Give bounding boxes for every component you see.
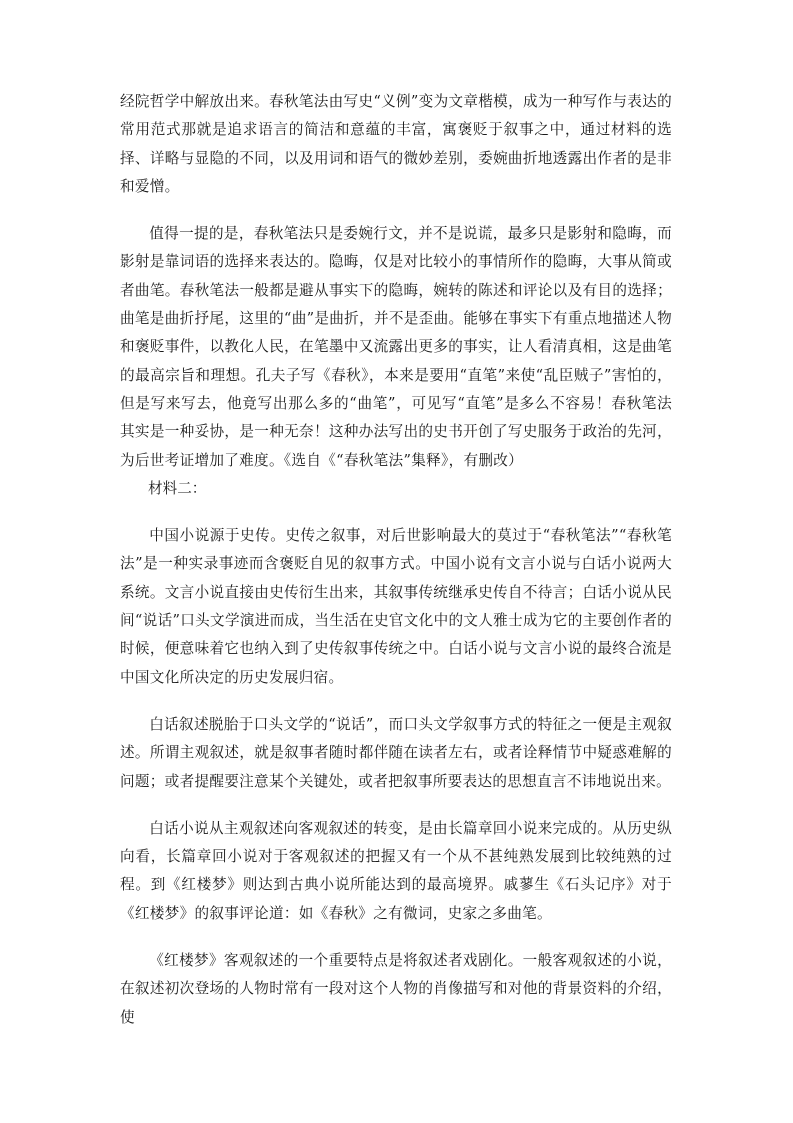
paragraph-honglou-meng: 《红楼梦》客观叙述的一个重要特点是将叙述者戏剧化。一般客观叙述的小说，在叙述初次登场的人物时常有一段对这个人物的肖像描写和对他的背景资料的介绍，使 [120, 952, 672, 1026]
paragraph-continuation: 经院哲学中解放出来。春秋笔法由写史“义例”变为文章楷模，成为一种写作与表达的常用范式那就是追求语言的简洁和意蕴的丰富，寓褒贬于叙事之中，通过材料的选择、详略与显隐的不同，以及用词和语气的微妙差别，委婉曲折地透露出作者的是非和爱憎。 [120, 93, 672, 195]
paragraph-objective-narration: 白话小说从主观叙述向客观叙述的转变，是由长篇章回小说来完成的。从历史纵向看，长篇章回小说对于客观叙述的把握又有一个从不甚纯熟发展到比较纯熟的过程。到《红楼梦》则达到古典小说所能达到的最高境界。戚蓼生《石头记序》对于《红楼梦》的叙事评论道：如《春秋》之有微词，史家之多曲笔。 [120, 819, 672, 922]
section-label-material-two: 材料二： [148, 479, 207, 497]
document-page [120, 88, 672, 1032]
paragraph-subjective-narration: 白话叙述脱胎于口头文学的“说话”，而口头文学叙事方式的特征之一便是主观叙述。所谓主观叙述，就是叙事者随时都伴随在读者左右，或者诠释情节中疑惑难解的问题；或者提醒要注意某个关键处，或者把叙事所要表达的思想直言不讳地说出来。 [120, 715, 672, 790]
paragraph-chunqiu-biji: 值得一提的是，春秋笔法只是委婉行文，并不是说谎，最多只是影射和隐晦，而影射是靠词语的选择来表达的。隐晦，仅是对比较小的事情所作的隐晦，大事从简或者曲笔。春秋笔法一般都是避从事实下的隐晦，婉转的陈述和评论以及有目的选择；曲笔是曲折抒尾，这里的“曲”是曲折，并不是歪曲。能够在事实下有重点地描述人物和褒贬事件，以教化人民，在笔墨中又流露出更多的事实，让人看清真相，这是曲笔的最高宗旨和理想。孔夫子写《春秋》，本来是要用“直笔”来使“乱臣贼子”害怕的，但是写来写去，他竟写出那么多的“曲笔”，可见写“直笔”是多么不容易！春秋笔法其实是一种妥协，是一种无奈！这种办法写出的史书开创了写史服务于政治的先河，为后世考证增加了难度。《选自《“春秋笔法”集释》，有删改） [120, 225, 672, 469]
paragraph-novel-origin: 中国小说源于史传。史传之叙事，对后世影响最大的莫过于“春秋笔法”“春秋笔法”是一种实录事迹而含褒贬自见的叙事方式。中国小说有文言小说与白话小说两大系统。文言小说直接由史传衍生出来，其叙事传统继承史传自不待言；白话小说从民间“说话”口头文学演进而成，当生活在史官文化中的文人雅士成为它的主要创作者的时候，便意味着它也纳入到了史传叙事传统之中。白话小说与文言小说的最终合流是中国文化所决定的历史发展归宿。 [120, 527, 672, 686]
